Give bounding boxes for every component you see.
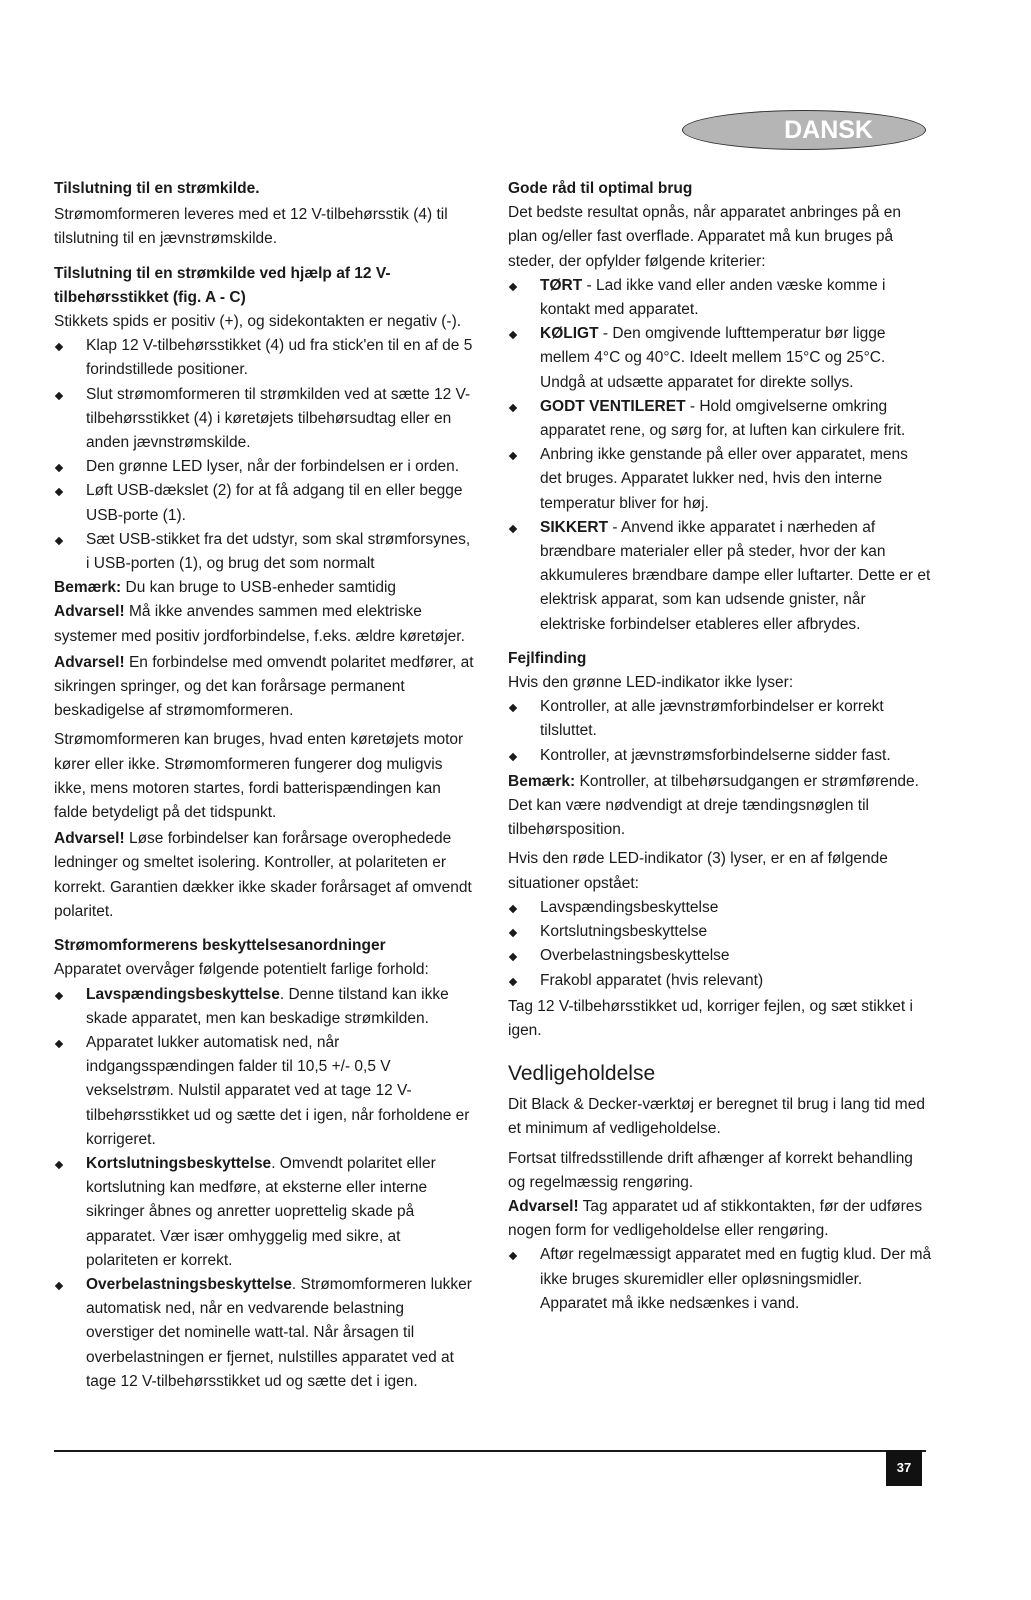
left-column [54,177,474,1394]
note-paragraph: Bemærk: Du kan bruge to USB-enheder samtidig [54,579,397,597]
bullet-list [54,334,474,576]
section-heading: Fejlfinding [508,649,587,667]
diamond-bullet-icon [509,977,517,985]
diamond-bullet-icon [55,1282,63,1290]
list-item: Lavspændingsbeskyttelse. Denne tilstand kan ikke skade apparatet, men kan beskadige strømkilden. [54,983,474,1031]
list-item: Kontroller, at jævnstrømsforbindelserne sidder fast. [508,744,932,768]
list-item: GODT VENTILERET - Hold omgivelserne omkring apparatet rene, og sørg for, at luften kan cirkulere frit. [508,395,932,443]
paragraph: Stikkets spids er positiv (+), og sidekontakten er negativ (-). [54,313,462,331]
bullet-list [508,896,932,993]
diamond-bullet-icon [509,752,517,760]
diamond-bullet-icon [55,488,63,496]
warning-paragraph: Advarsel! Løse forbindelser kan forårsage overophedede ledninger og smeltet isolering. Kontroller, at polariteten er korrekt. Garantien dækker ikke skader forårsaget af omvendt polaritet. [54,830,472,920]
list-item: Kortslutningsbeskyttelse. Omvendt polaritet eller kortslutning kan medføre, at eksterne eller interne sikringer åbnes og anretter uoprettelig skade på apparatet. Vær især omhyggelig med sikre, at polariteten er korrekt. [54,1152,474,1273]
note-paragraph: Bemærk: Kontroller, at tilbehørsudgangen er strømførende. Det kan være nødvendigt at dreje tændingsnøglen til tilbehørsposition. [508,772,919,839]
list-item: Kortslutningsbeskyttelse [508,920,932,944]
diamond-bullet-icon [55,343,63,351]
diamond-bullet-icon [509,704,517,712]
language-label: DANSK [784,116,873,144]
warning-paragraph: Advarsel! En forbindelse med omvendt polaritet medfører, at sikringen springer, og det kan forårsage permanent beskadigelse af strømomformeren. [54,653,474,720]
diamond-bullet-icon [509,1252,517,1260]
page-number: 37 [886,1450,922,1486]
section-heading: Strømomformerens beskyttelsesanordninger [54,937,386,955]
section-title: Vedligeholdelse [508,1062,656,1086]
list-item: Overbelastningsbeskyttelse. Strømomformeren lukker automatisk ned, når en vedvarende belastning overstiger det nominelle watt-tal. Når årsagen til overbelastningen er fjernet, nulstilles apparatet ved at tage 12 V-tilbehørsstikket ud og sætte det i igen. [54,1273,474,1394]
paragraph: Hvis den røde LED-indikator (3) lyser, er en af følgende situationer opstået: [508,850,888,892]
list-item: TØRT - Lad ikke vand eller anden væske komme i kontakt med apparatet. [508,274,932,322]
paragraph: Strømomformeren leveres med et 12 V-tilbehørsstik (4) til tilslutning til en jævnstrømskilde. [54,206,448,248]
bullet-list [54,983,474,1394]
diamond-bullet-icon [509,953,517,961]
diamond-bullet-icon [55,537,63,545]
diamond-bullet-icon [55,464,63,472]
paragraph: Tag 12 V-tilbehørsstikket ud, korriger fejlen, og sæt stikket i igen. [508,997,913,1039]
diamond-bullet-icon [55,991,63,999]
diamond-bullet-icon [509,905,517,913]
list-item: Frakobl apparatet (hvis relevant) [508,969,932,993]
list-item: Den grønne LED lyser, når der forbindelsen er i orden. [54,455,474,479]
diamond-bullet-icon [509,525,517,533]
diamond-bullet-icon [509,929,517,937]
bullet-list [508,1243,932,1316]
diamond-bullet-icon [509,452,517,460]
list-item: Slut strømomformeren til strømkilden ved at sætte 12 V-tilbehørsstikket (4) i køretøjets tilbehørsudtag eller en anden jævnstrømskilde. [54,383,474,456]
diamond-bullet-icon [509,331,517,339]
list-item: KØLIGT - Den omgivende lufttemperatur bør ligge mellem 4°C og 40°C. Ideelt mellem 15°C og 25°C. Undgå at udsætte apparatet for direkte sollys. [508,322,932,395]
footer-rule [54,1450,926,1452]
warning-paragraph: Advarsel! Må ikke anvendes sammen med elektriske systemer med positiv jordforbindelse, f.eks. ældre køretøjer. [54,603,465,645]
section-heading: Tilslutning til en strømkilde ved hjælp af 12 V-tilbehørsstikket (fig. A - C) [54,264,391,306]
list-item: Kontroller, at alle jævnstrømforbindelser er korrekt tilsluttet. [508,695,932,743]
diamond-bullet-icon [55,1161,63,1169]
paragraph: Apparatet overvåger følgende potentielt farlige forhold: [54,961,429,979]
diamond-bullet-icon [509,283,517,291]
list-item: Anbring ikke genstande på eller over apparatet, mens det bruges. Apparatet lukker ned, hvis den interne temperatur bliver for høj. [508,443,932,516]
language-badge [682,110,926,150]
paragraph: Strømomformeren kan bruges, hvad enten køretøjets motor kører eller ikke. Strømomformeren fungerer dog muligvis ikke, mens motoren startes, fordi batterispændingen kan falde betydeligt på det tidspunkt. [54,731,464,822]
list-item: Lavspændingsbeskyttelse [508,896,932,920]
list-item: SIKKERT - Anvend ikke apparatet i nærheden af brændbare materialer eller på steder, hvor der kan akkumuleres brændbare dampe eller luftarter. Dette er et elektrisk apparat, som kan udsende gnister, når elektriske forbindelser etableres eller afbrydes. [508,516,932,637]
section-heading: Tilslutning til en strømkilde. [54,180,260,197]
bullet-list [508,274,932,637]
diamond-bullet-icon [509,404,517,412]
section-heading: Gode råd til optimal brug [508,180,693,197]
paragraph: Fortsat tilfredsstillende drift afhænger af korrekt behandling og regelmæssig rengøring. [508,1149,913,1191]
list-item: Løft USB-dækslet (2) for at få adgang til en eller begge USB-porte (1). [54,479,474,527]
paragraph: Dit Black & Decker-værktøj er beregnet til brug i lang tid med et minimum af vedligeholdelse. [508,1096,925,1138]
paragraph: Hvis den grønne LED-indikator ikke lyser: [508,674,794,692]
diamond-bullet-icon [55,1040,63,1048]
list-item: Sæt USB-stikket fra det udstyr, som skal strømforsynes, i USB-porten (1), og brug det som normalt [54,528,474,576]
bullet-list [508,695,932,768]
right-column [508,177,932,1316]
list-item: Klap 12 V-tilbehørsstikket (4) ud fra stick'en til en af de 5 forindstillede positioner. [54,334,474,382]
list-item: Aftør regelmæssigt apparatet med en fugtig klud. Der må ikke bruges skuremidler eller opløsningsmidler. Apparatet må ikke nedsænkes i vand. [508,1243,932,1316]
diamond-bullet-icon [55,391,63,399]
list-item: Apparatet lukker automatisk ned, når indgangsspændingen falder til 10,5 +/- 0,5 V vekselstrøm. Nulstil apparatet ved at tage 12 V-tilbehørsstikket ud og sætte det i igen, når forholdene er korrigeret. [54,1031,474,1152]
warning-paragraph: Advarsel! Tag apparatet ud af stikkontakten, før der udføres nogen form for vedligeholdelse eller rengøring. [508,1197,923,1240]
paragraph: Det bedste resultat opnås, når apparatet anbringes på en plan og/eller fast overflade. Apparatet må kun bruges på steder, der opfylder følgende kriterier: [508,204,901,270]
list-item: Overbelastningsbeskyttelse [508,944,932,968]
